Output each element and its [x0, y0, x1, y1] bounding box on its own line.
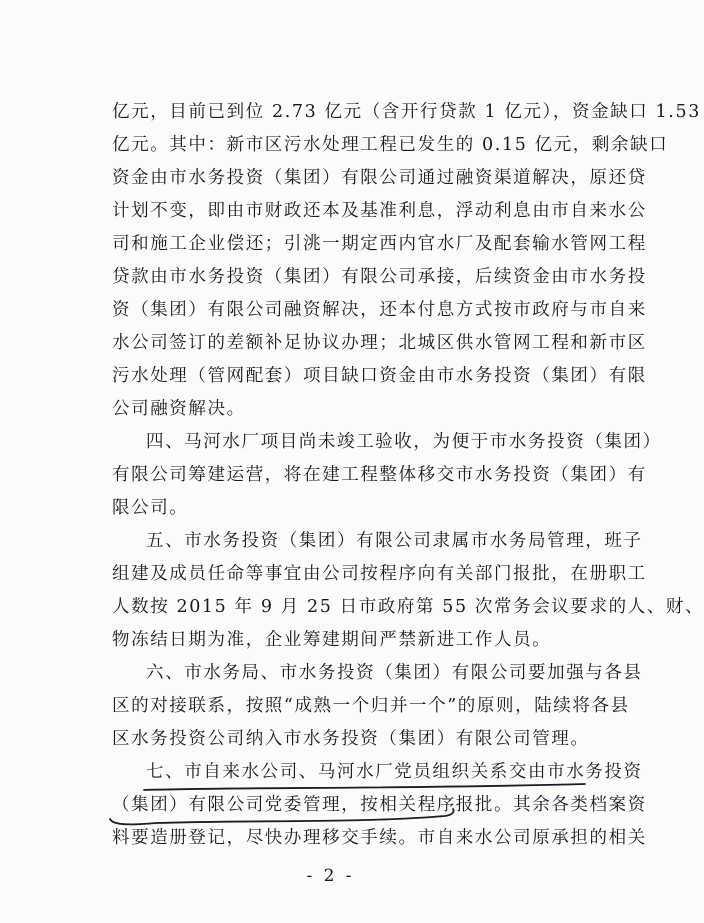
- text-line: 区水务投资公司纳入市水务投资（集团）有限公司管理。: [112, 729, 590, 749]
- text-line: 物冻结日期为准，企业筹建期间严禁新进工作人员。: [112, 630, 552, 650]
- underline-stroke-1: [144, 784, 585, 790]
- page-number: - 2 -: [306, 866, 355, 886]
- text-line: 资金由市水务投资（集团）有限公司通过融资渠道解决，原还贷: [112, 168, 647, 188]
- text-line: 人数按 2015 年 9 月 25 日市政府第 55 次常务会议要求的人、财、: [112, 597, 704, 617]
- text-line: 亿元。其中：新市区污水处理工程已发生的 0.15 亿元，剩余缺口: [112, 135, 669, 155]
- paragraph-four-start: 四、马河水厂项目尚未竣工验收，为便于市水务投资（集团）: [146, 432, 662, 452]
- text-line: （集团）有限公司党委管理，按相关程序报批。其余各类档案资: [112, 795, 647, 815]
- paragraph-seven-start: 七、市自来水公司、马河水厂党员组织关系交由市水务投资: [146, 762, 643, 782]
- text-line: 公司融资解决。: [112, 399, 246, 419]
- text-line: 组建及成员任命等事宜由公司按程序向有关部门报批，在册职工: [112, 564, 647, 584]
- paragraph-six-start: 六、市水务局、市水务投资（集团）有限公司要加强与各县: [146, 663, 643, 683]
- text-line: 污水处理（管网配套）项目缺口资金由市水务投资（集团）有限: [112, 366, 647, 386]
- text-line: 计划不变，即由市财政还本及基准利息，浮动利息由市自来水公: [112, 201, 647, 221]
- text-line: 有限公司筹建运营，将在建工程整体移交市水务投资（集团）有: [112, 465, 647, 485]
- paragraph-five-start: 五、市水务投资（集团）有限公司隶属市水务局管理，班子: [146, 531, 643, 551]
- text-line: 司和施工企业偿还；引洮一期定西内官水厂及配套输水管网工程: [112, 234, 647, 254]
- text-line: 贷款由市水务投资（集团）有限公司承接，后续资金由市水务投: [112, 267, 647, 287]
- text-line: 资（集团）有限公司融资解决，还本付息方式按市政府与市自来: [112, 300, 647, 320]
- text-line: 限公司。: [112, 498, 189, 518]
- text-line: 水公司签订的差额补足协议办理；北城区供水管网工程和新市区: [112, 333, 647, 353]
- text-line: 亿元，目前已到位 2.73 亿元（含开行贷款 1 亿元），资金缺口 1.53: [112, 102, 701, 122]
- text-line: 料要造册登记，尽快办理移交手续。市自来水公司原承担的相关: [112, 828, 647, 848]
- text-line: 区的对接联系，按照“成熟一个归并一个”的原则，陆续将各县: [112, 696, 630, 716]
